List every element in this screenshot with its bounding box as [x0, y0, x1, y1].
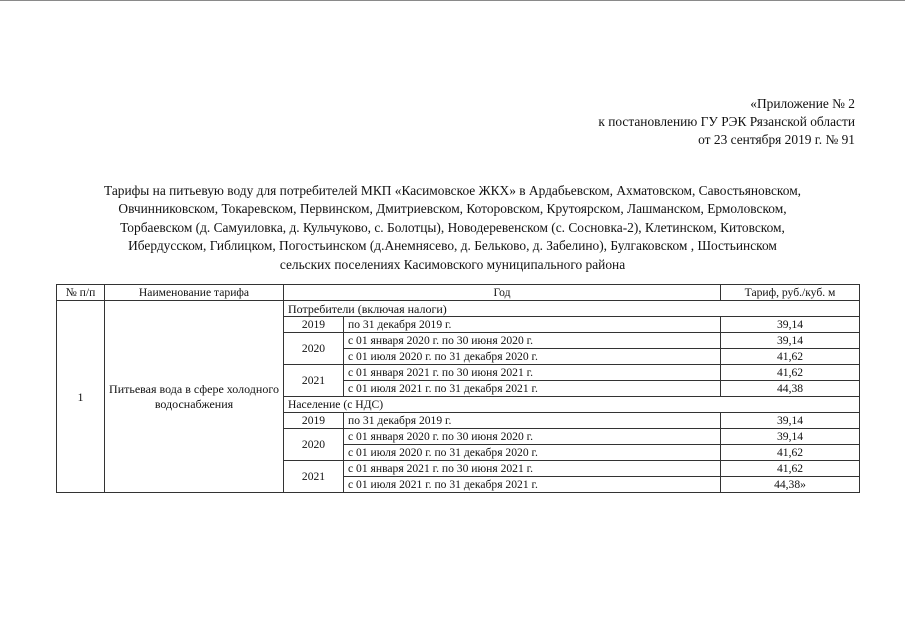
tariff-cell: 41,62	[721, 365, 860, 381]
period-cell: с 01 июля 2020 г. по 31 декабря 2020 г.	[344, 349, 721, 365]
year-cell: 2021	[284, 461, 344, 493]
group-row-consumers	[57, 301, 860, 317]
period-cell: с 01 января 2021 г. по 30 июня 2021 г.	[344, 461, 721, 477]
period-cell: по 31 декабря 2019 г.	[344, 413, 721, 429]
tariff-cell: 39,14	[721, 333, 860, 349]
year-cell: 2019	[284, 317, 344, 333]
tariff-cell: 39,14	[721, 413, 860, 429]
appendix-line: от 23 сентября 2019 г. № 91	[698, 132, 855, 147]
tariff-name: Питьевая вода в сфере холодного водоснабжения	[105, 301, 284, 493]
title-line: Торбаевском (д. Самуиловка, д. Кульчуково, с. Болотцы), Новодеревенском (с. Сосновка-2), Клетинском, Китовском,	[120, 219, 785, 235]
tariff-cell: 44,38	[721, 381, 860, 397]
tariff-cell: 39,14	[721, 317, 860, 333]
header-tariff: Тариф, руб./куб. м	[721, 285, 860, 301]
tariff-cell: 39,14	[721, 429, 860, 445]
tariff-cell: 44,38»	[721, 477, 860, 493]
header-num: № п/п	[57, 285, 105, 301]
row-number: 1	[57, 301, 105, 493]
period-cell: с 01 января 2020 г. по 30 июня 2020 г.	[344, 429, 721, 445]
table-header-row	[57, 285, 860, 301]
title-line: сельских поселениях Касимовского муниципального района	[279, 256, 626, 272]
tariff-cell: 41,62	[721, 461, 860, 477]
title-line: Тарифы на питьевую воду для потребителей МКП «Касимовское ЖКХ» в Ардабьевском, Ахматовском, Савостьяновском,	[103, 183, 802, 198]
year-cell: 2019	[284, 413, 344, 429]
period-cell: с 01 июля 2021 г. по 31 декабря 2021 г.	[344, 477, 721, 493]
period-cell: с 01 июля 2020 г. по 31 декабря 2020 г.	[344, 445, 721, 461]
document-title	[40, 182, 865, 274]
appendix-line: «Приложение № 2	[750, 96, 855, 111]
tariff-table	[56, 284, 860, 493]
period-cell: с 01 июля 2021 г. по 31 декабря 2021 г.	[344, 381, 721, 397]
tariff-cell: 41,62	[721, 349, 860, 365]
header-name: Наименование тарифа	[105, 285, 284, 301]
title-line: Ибердусском, Гиблицком, Погостьинском (д.Анемнясево, д. Бельково, д. Забелино), Булгаковском , Шостьинском	[128, 238, 777, 254]
year-cell: 2021	[284, 365, 344, 397]
header-year: Год	[284, 285, 721, 301]
period-cell: с 01 января 2020 г. по 30 июня 2020 г.	[344, 333, 721, 349]
title-line: Овчинниковском, Токаревском, Первинском, Дмитриевском, Которовском, Крутоярском, Лашманском, Ермоловском,	[118, 201, 787, 217]
year-cell: 2020	[284, 429, 344, 461]
period-cell: по 31 декабря 2019 г.	[344, 317, 721, 333]
group-label: Население (с НДС)	[284, 397, 860, 413]
appendix-reference	[598, 95, 855, 149]
page-top-edge	[0, 0, 905, 1]
group-label: Потребители (включая налоги)	[284, 301, 860, 317]
year-cell: 2020	[284, 333, 344, 365]
period-cell: с 01 января 2021 г. по 30 июня 2021 г.	[344, 365, 721, 381]
appendix-line: к постановлению ГУ РЭК Рязанской области	[598, 114, 855, 129]
tariff-cell: 41,62	[721, 445, 860, 461]
